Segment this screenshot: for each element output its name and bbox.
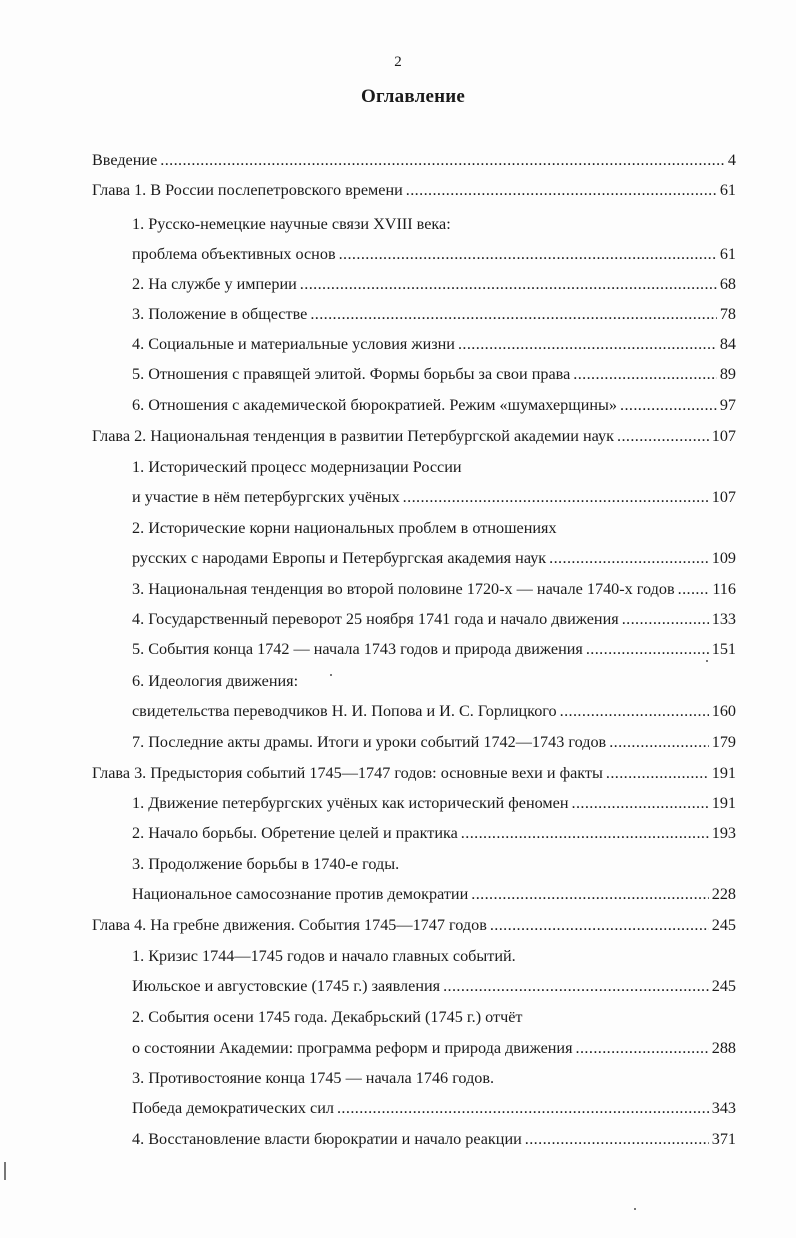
dot-leader: [461, 821, 709, 845]
dot-leader: [458, 332, 717, 356]
toc-entry: [132, 852, 736, 876]
toc-entry[interactable]: [132, 730, 736, 754]
dot-leader: [620, 393, 717, 417]
dot-leader: [573, 362, 717, 386]
toc-entry-title: 5. События конца 1742 — начала 1743 годов и природа движения: [132, 640, 583, 658]
toc-entry[interactable]: [92, 913, 736, 937]
toc-entry[interactable]: [132, 393, 736, 417]
toc-entry[interactable]: [92, 148, 736, 172]
dot-leader: [560, 699, 709, 723]
dot-leader: [471, 882, 708, 906]
toc-entry-title: 1. Кризис 1744—1745 годов и начало главных событий.: [132, 947, 516, 965]
dot-leader: [622, 607, 709, 631]
dot-leader: [443, 974, 709, 998]
toc-entry-page: 151: [711, 640, 736, 658]
toc-entry-page: 116: [712, 580, 736, 598]
toc-entry-title: 1. Движение петербургских учёных как исторический феномен: [132, 794, 569, 812]
toc-entry[interactable]: [132, 974, 736, 998]
toc-entry-page: 109: [711, 549, 736, 567]
toc-entry[interactable]: [92, 178, 736, 202]
toc-entry[interactable]: [132, 637, 736, 661]
toc-entry-page: 89: [719, 365, 736, 383]
toc-entry-title: 2. События осени 1745 года. Декабрьский (1745 г.) отчёт: [132, 1008, 523, 1026]
dot-leader: [490, 913, 709, 937]
toc-entry-page: 245: [711, 916, 736, 934]
dot-leader: [406, 178, 717, 202]
toc-entry-title: Глава 4. На гребне движения. События 1745—1747 годов: [92, 916, 487, 934]
toc-entry: [132, 1066, 736, 1090]
toc-entry-title: 3. Положение в обществе: [132, 305, 308, 323]
toc-entry[interactable]: [132, 272, 736, 296]
toc-entry[interactable]: [132, 242, 736, 266]
dot-leader: [525, 1127, 709, 1151]
toc-entry-title: 5. Отношения с правящей элитой. Формы борьбы за свои права: [132, 365, 571, 383]
toc-entry-title: свидетельства переводчиков Н. И. Попова и И. С. Горлицкого: [132, 702, 557, 720]
toc-entry: [132, 455, 736, 479]
toc-entry-page: 68: [719, 275, 736, 293]
toc-entry-page: 78: [719, 305, 736, 323]
dot-leader: [160, 148, 725, 172]
dot-leader: [678, 577, 710, 601]
toc-entry-page: 343: [711, 1099, 736, 1117]
dot-leader: [586, 637, 709, 661]
toc-entry-page: 97: [719, 396, 736, 414]
toc-entry-title: Победа демократических сил: [132, 1099, 334, 1117]
dot-leader: [549, 546, 709, 570]
toc-entry-title: 2. Начало борьбы. Обретение целей и практика: [132, 824, 458, 842]
scan-speck: [4, 1162, 6, 1180]
toc-entry-page: 160: [711, 702, 736, 720]
toc-entry-title: 4. Государственный переворот 25 ноября 1741 года и начало движения: [132, 610, 619, 628]
dot-leader: [576, 1036, 709, 1060]
toc-entry-title: 3. Национальная тенденция во второй половине 1720-х — начале 1740-х годов: [132, 580, 675, 598]
dot-leader: [310, 302, 717, 326]
toc-entry-title: 1. Исторический процесс модернизации России: [132, 458, 462, 476]
toc-entry-page: 61: [719, 181, 736, 199]
toc-entry: [132, 516, 736, 540]
toc-entry-title: 4. Восстановление власти бюрократии и начало реакции: [132, 1130, 522, 1148]
dot-leader: [339, 242, 717, 266]
toc-entry-title: Глава 1. В России послепетровского времени: [92, 181, 403, 199]
scan-speck: [706, 660, 708, 662]
toc-entry[interactable]: [132, 1127, 736, 1151]
toc-entry-page: 245: [711, 977, 736, 995]
toc-entry-title: о состоянии Академии: программа реформ и природа движения: [132, 1039, 573, 1057]
dot-leader: [609, 730, 709, 754]
toc-entry-page: 228: [711, 885, 736, 903]
toc-entry-page: 371: [711, 1130, 736, 1148]
toc-entry[interactable]: [132, 332, 736, 356]
toc-entry-title: русских с народами Европы и Петербургская академия наук: [132, 549, 547, 567]
toc-entry[interactable]: [132, 791, 736, 815]
toc-entry-page: 61: [719, 245, 736, 263]
toc-entry: [132, 212, 736, 236]
dot-leader: [606, 761, 709, 785]
toc-entry[interactable]: [132, 485, 736, 509]
toc-entry[interactable]: [132, 882, 736, 906]
page-number: 2: [394, 54, 402, 70]
toc-entry-title: 7. Последние акты драмы. Итоги и уроки событий 1742—1743 годов: [132, 733, 607, 751]
toc-entry-title: и участие в нём петербургских учёных: [132, 488, 400, 506]
toc-entry-title: 6. Идеология движения:: [132, 672, 299, 690]
toc-entry[interactable]: [92, 424, 736, 448]
toc-entry-title: Июльское и августовские (1745 г.) заявления: [132, 977, 441, 995]
toc-entry-page: 133: [711, 610, 736, 628]
toc-entry-page: 84: [719, 335, 736, 353]
dot-leader: [300, 272, 717, 296]
toc-entry-page: 193: [711, 824, 736, 842]
toc-entry-page: 179: [711, 733, 736, 751]
toc-entry-page: 191: [711, 794, 736, 812]
toc-entry-page: 191: [711, 764, 736, 782]
dot-leader: [572, 791, 709, 815]
toc-entry: [132, 1005, 736, 1029]
toc-entry[interactable]: [132, 362, 736, 386]
dot-leader: [403, 485, 709, 509]
toc-entry-page: 288: [711, 1039, 736, 1057]
toc-entry[interactable]: [132, 546, 736, 570]
scan-speck: [634, 1208, 636, 1210]
toc-entry[interactable]: [132, 1096, 736, 1120]
scan-speck: [330, 674, 332, 676]
toc-entry-title: 4. Социальные и материальные условия жизни: [132, 335, 455, 353]
dot-leader: [337, 1096, 709, 1120]
toc-entry-title: проблема объективных основ: [132, 245, 336, 263]
toc-entry: [132, 944, 736, 968]
dot-leader: [617, 424, 709, 448]
toc-entry[interactable]: [132, 699, 736, 723]
toc-entry[interactable]: [92, 761, 736, 785]
toc-entry[interactable]: [132, 821, 736, 845]
toc-entry-title: Введение: [92, 151, 158, 169]
toc-entry-title: 2. Исторические корни национальных проблем в отношениях: [132, 519, 557, 537]
page-title: Оглавление: [360, 86, 466, 107]
toc-entry[interactable]: [132, 302, 736, 326]
toc-entry[interactable]: [132, 1036, 736, 1060]
toc-entry[interactable]: [132, 577, 736, 601]
toc-entry-title: Национальное самосознание против демократии: [132, 885, 469, 903]
toc-entry-page: 107: [711, 427, 736, 445]
toc-entry-title: 3. Продолжение борьбы в 1740-е годы.: [132, 855, 400, 873]
toc-entry-title: Глава 2. Национальная тенденция в развитии Петербургской академии наук: [92, 427, 614, 445]
toc-entry-title: 3. Противостояние конца 1745 — начала 1746 годов.: [132, 1069, 495, 1087]
toc-entry-title: 1. Русско-немецкие научные связи XVIII века:: [132, 215, 451, 233]
toc-entry-page: 107: [711, 488, 736, 506]
toc-entry-page: 4: [727, 151, 736, 169]
toc-entry[interactable]: [132, 607, 736, 631]
toc-entry-title: 6. Отношения с академической бюрократией. Режим «шумахерщины»: [132, 396, 617, 414]
toc-entry-title: Глава 3. Предыстория событий 1745—1747 годов: основные вехи и факты: [92, 764, 603, 782]
toc-entry-title: 2. На службе у империи: [132, 275, 297, 293]
toc-entry: [132, 669, 736, 693]
